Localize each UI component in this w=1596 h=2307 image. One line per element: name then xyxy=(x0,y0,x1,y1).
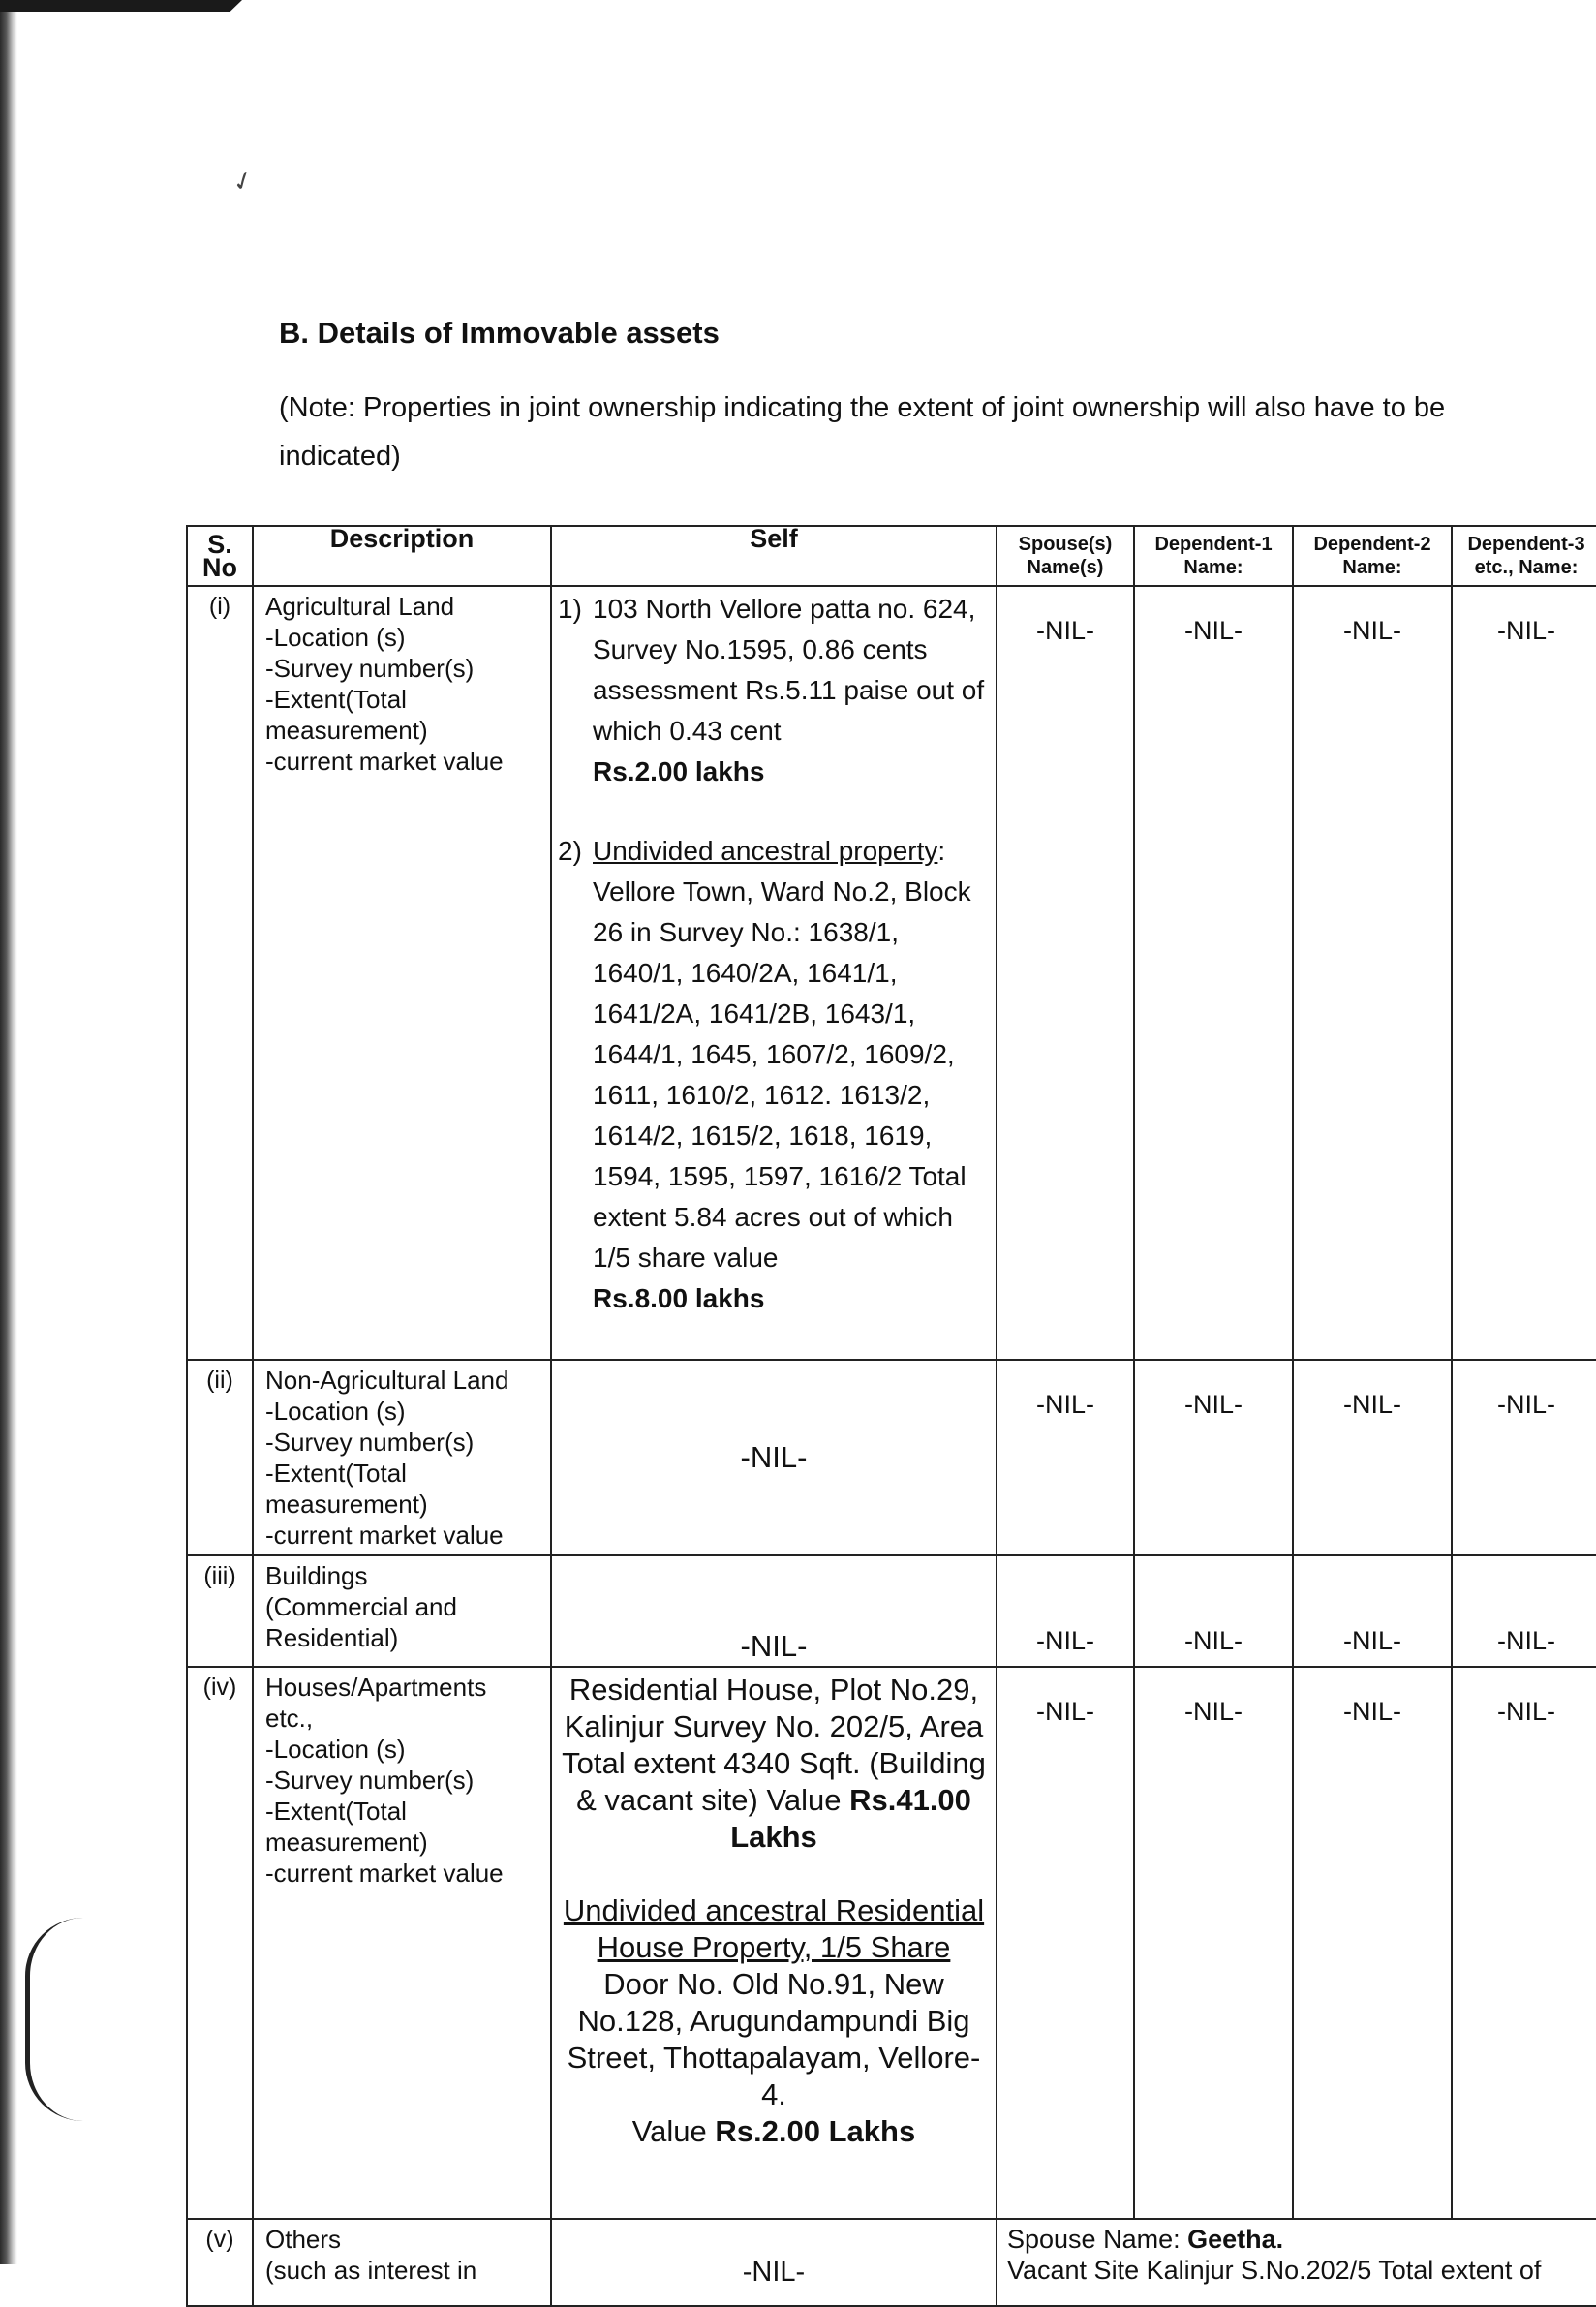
dependent-2-value: -NIL- xyxy=(1293,1555,1452,1667)
dependent-1-value: -NIL- xyxy=(1134,586,1293,1360)
scan-edge-left xyxy=(0,0,17,2264)
header-dependent-1: Dependent-1 Name: xyxy=(1134,526,1293,586)
self-item-1: 1) 103 North Vellore patta no. 624, Survey No.1595, 0.86 cents assessment Rs.5.11 paise out of which 0.43 cent Rs.2.00 lakhs xyxy=(558,594,985,786)
dependent-3-value: -NIL- xyxy=(1452,1555,1596,1667)
header-spouse: Spouse(s) Name(s) xyxy=(997,526,1134,586)
margin-bracket-mark xyxy=(25,1918,88,2121)
section-heading: B. Details of Immovable assets xyxy=(279,316,720,350)
tick-mark: ✓ xyxy=(228,164,259,199)
header-self: Self xyxy=(551,526,997,586)
row-description: Agricultural Land -Location (s) -Survey number(s) -Extent(Total measurement) -current market value xyxy=(253,586,551,1360)
spouse-value: -NIL- xyxy=(997,1667,1134,2219)
row-self: -NIL- xyxy=(551,1360,997,1555)
row-sno: (iii) xyxy=(187,1555,253,1667)
table-row xyxy=(187,1667,1596,2219)
header-dependent-2: Dependent-2 Name: xyxy=(1293,526,1452,586)
row-description: Houses/Apartments etc., -Location (s) -Survey number(s) -Extent(Total measurement) -current market value xyxy=(253,1667,551,2219)
row-sno: (ii) xyxy=(187,1360,253,1555)
dependent-1-value: -NIL- xyxy=(1134,1555,1293,1667)
row-sno: (iv) xyxy=(187,1667,253,2219)
header-description: Description xyxy=(253,526,551,586)
spouse-value: -NIL- xyxy=(997,1555,1134,1667)
row-self: -NIL- xyxy=(551,2219,997,2306)
header-sno: S. No xyxy=(187,526,253,586)
header-dependent-3: Dependent-3 etc., Name: xyxy=(1452,526,1596,586)
row-sno: (i) xyxy=(187,586,253,1360)
section-note: (Note: Properties in joint ownership indicating the extent of joint ownership will also have to be indicated) xyxy=(279,392,1446,472)
self-house-1: Residential House, Plot No.29, Kalinjur Survey No. 202/5, Area Total extent 4340 Sqft. (Building & vacant site) Value Rs.41.00 Lakhs xyxy=(562,1673,986,1854)
row-self xyxy=(551,586,997,1360)
dependent-1-value: -NIL- xyxy=(1134,1667,1293,2219)
spouse-value: -NIL- xyxy=(997,1360,1134,1555)
row-sno: (v) xyxy=(187,2219,253,2306)
table-row xyxy=(187,586,1596,1360)
self-house-2-title: Undivided ancestral Residential House Property, 1/5 Share xyxy=(563,1893,985,1964)
dependent-2-value: -NIL- xyxy=(1293,586,1452,1360)
table-row xyxy=(187,1555,1596,1667)
row-description: Buildings (Commercial and Residential) xyxy=(253,1555,551,1667)
table-row xyxy=(187,2219,1596,2306)
dependent-1-value: -NIL- xyxy=(1134,1360,1293,1555)
dependent-2-value: -NIL- xyxy=(1293,1360,1452,1555)
table-row xyxy=(187,1360,1596,1555)
row-self xyxy=(551,1667,997,2219)
spouse-value: -NIL- xyxy=(997,586,1134,1360)
table-header-row xyxy=(187,526,1596,586)
dependent-3-value: -NIL- xyxy=(1452,1667,1596,2219)
row-self: -NIL- xyxy=(551,1555,997,1667)
self-item-2: 2) Undivided ancestral property: Vellore Town, Ward No.2, Block 26 in Survey No.: 1638/1, 1640/1, 1640/2A, 1641/1, 1641/2A, 1641/2B, 1643/1, 1644/1, 1645, 1607/2, 1609/2, 1611, 1610/2, 1612. 1613/2, 1614/2, 1615/2, 1618, 1619, 1594, 1595, 1597, 1616/2 Total extent 5.84 acres out of which 1/5 share value Rs.8.00 lakhs xyxy=(558,836,971,1313)
row-description: Others (such as interest in xyxy=(253,2219,551,2306)
self-house-2-text: Door No. Old No.91, New No.128, Arugundampundi Big Street, Thottapalayam, Vellore-4. xyxy=(567,1967,981,2111)
self-house-2-value: Value Rs.2.00 Lakhs xyxy=(631,2114,916,2148)
immovable-assets-table xyxy=(186,525,1596,2307)
dependent-2-value: -NIL- xyxy=(1293,1667,1452,2219)
dependent-3-value: -NIL- xyxy=(1452,1360,1596,1555)
spouse-property-details: Spouse Name: Geetha. Vacant Site Kalinjur S.No.202/5 Total extent of xyxy=(997,2219,1596,2306)
dependent-3-value: -NIL- xyxy=(1452,586,1596,1360)
row-description: Non-Agricultural Land -Location (s) -Survey number(s) -Extent(Total measurement) -current market value xyxy=(253,1360,551,1555)
scan-edge-top xyxy=(0,0,242,12)
